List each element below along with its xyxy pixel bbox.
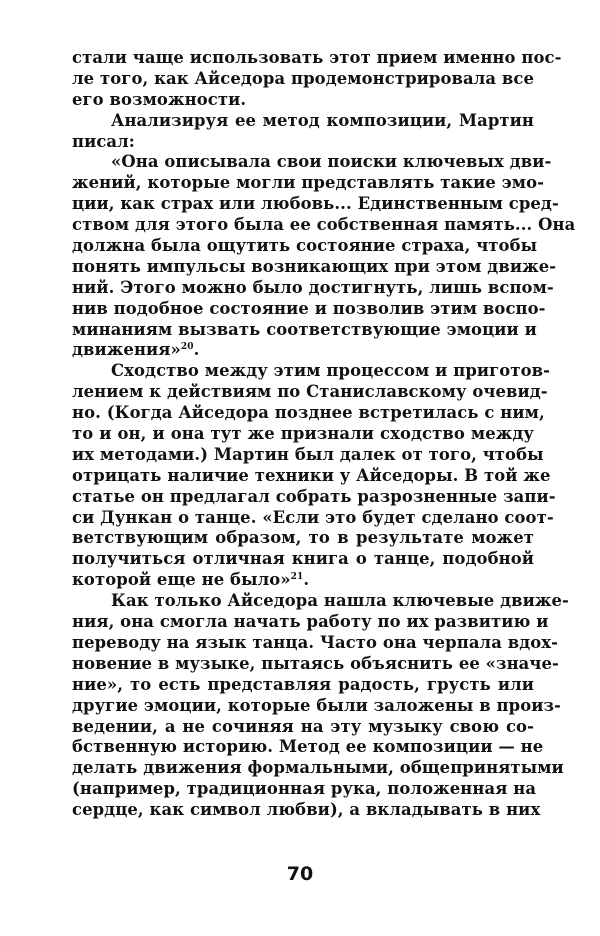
paragraph-1 [72, 48, 562, 111]
text-line: Анализируя ее метод композиции, Мартин [111, 110, 534, 130]
text-line [72, 570, 534, 591]
text-line: ции, как страх или любовь... Единственным сред- [72, 194, 559, 214]
text-line: жений, которые могли представлять такие эмо- [72, 173, 545, 193]
text-line: отрицать наличие техники у Айседоры. В той же [72, 465, 551, 485]
text-line: ние», то есть представляя радость, грусть или [72, 674, 534, 694]
text-line: новение в музыке, пытаясь объяснить ее «значе- [72, 653, 559, 673]
paragraph-3-quote [72, 152, 576, 361]
page-number: 70 [286, 863, 314, 885]
text-line: ведении, а не сочиняя на эту музыку свою со- [72, 716, 534, 736]
text-line: «Она описывала свои поиски ключевых дви- [111, 152, 552, 172]
text-line: (например, традиционная рука, положенная на [72, 779, 537, 799]
text-fragment: движения» [72, 340, 181, 360]
paragraph-5 [72, 591, 569, 821]
text-line: понять импульсы возникающих при этом движе- [72, 256, 557, 276]
book-page-text [72, 48, 576, 821]
text-line: делать движения формальными, общепринятыми [72, 758, 564, 778]
text-line: писал: [72, 131, 135, 151]
text-line: Сходство между этим процессом и приготов- [111, 361, 551, 381]
footnote-ref-20[interactable]: 20 [180, 342, 194, 353]
text-line: си Дункан о танце. «Если это будет сделано соот- [72, 507, 554, 527]
text-line: его возможности. [72, 89, 247, 109]
text-line: но. (Когда Айседора позднее встретилась с ним, [72, 403, 545, 423]
text-fragment: которой еще не было» [72, 570, 291, 590]
text-line: получиться отличная книга о танце, подобной [72, 549, 534, 569]
text-line: их методами.) Мартин был далек от того, чтобы [72, 444, 544, 464]
text-line [72, 340, 534, 361]
text-line: нив подобное состояние и позволив этим воспо- [72, 298, 546, 318]
text-line: то и он, и она тут же признали сходство между [72, 424, 534, 444]
text-line: ний. Этого можно было достигнуть, лишь вспом- [72, 277, 554, 297]
text-line: ством для этого была ее собственная память... Она [72, 215, 576, 235]
text-line: лением к действиям по Станиславскому очевид- [72, 382, 548, 402]
text-line: стали чаще использовать этот прием именно пос- [72, 48, 562, 67]
text-line: ния, она смогла начать работу по их развитию и [72, 612, 549, 632]
text-line: Как только Айседора нашла ключевые движе- [111, 591, 569, 611]
paragraph-2 [72, 111, 534, 153]
punctuation: . [303, 570, 310, 590]
text-line: сердце, как символ любви), а вкладывать в них [72, 800, 541, 820]
paragraph-4 [72, 361, 556, 591]
text-line: ле того, как Айседора продемонстрировала все [72, 68, 534, 88]
text-line: бственную историю. Метод ее композиции — не [72, 737, 544, 757]
text-line: статье он предлагал собрать разрозненные запи- [72, 486, 556, 506]
text-line: переводу на язык танца. Часто она черпала вдох- [72, 632, 559, 652]
text-line: минаниям вызвать соответствующие эмоции и [72, 319, 537, 339]
text-line: ветствующим образом, то в результате может [72, 528, 534, 548]
footnote-ref-21[interactable]: 21 [290, 572, 304, 583]
text-line: должна была ощутить состояние страха, чтобы [72, 236, 538, 256]
punctuation: . [193, 340, 200, 360]
text-line: другие эмоции, которые были заложены в произ- [72, 695, 561, 715]
